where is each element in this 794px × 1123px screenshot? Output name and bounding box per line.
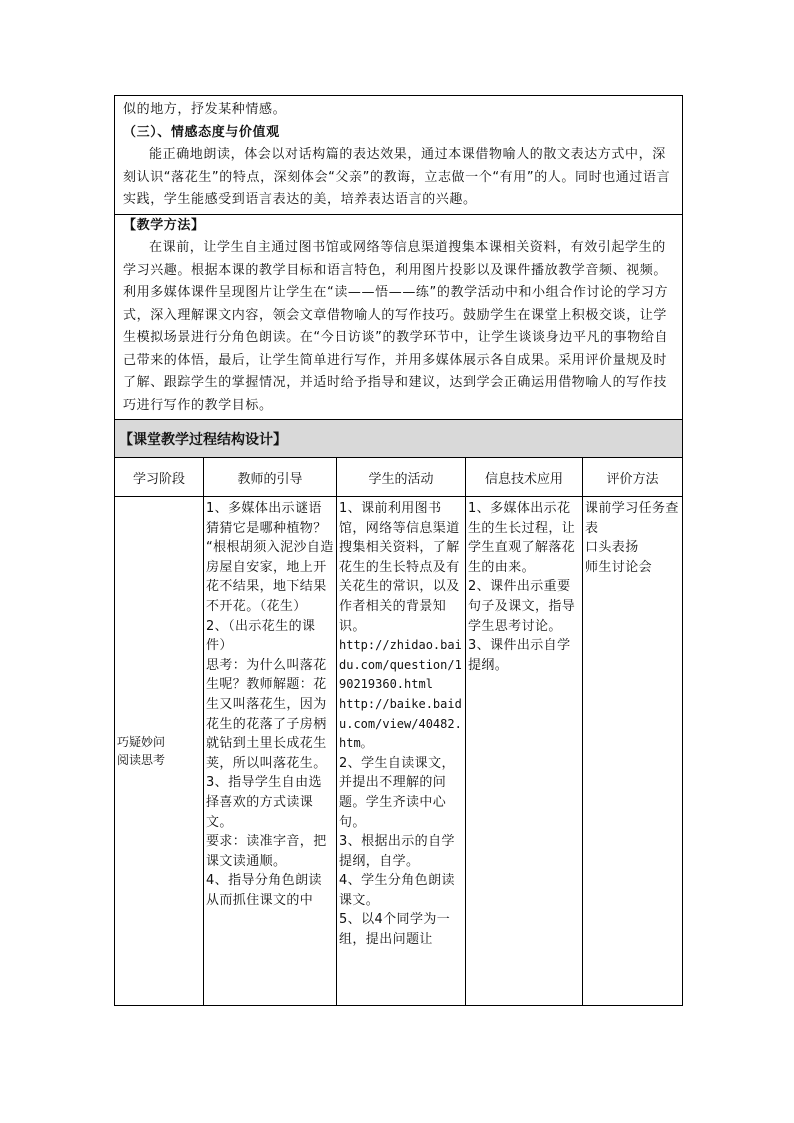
affective-objectives-text: 能正确地朗读，体会以对话构篇的表达效果，通过本课借物喻人的散文表达方式中，深刻认识“落花生”的特点，深刻体会“父亲”的教诲，立志做一个“有用”的人。同时也通过语言实践，学生能感受到语言表达的美，培养表达语言的兴趣。 bbox=[123, 147, 671, 207]
teacher-item: “根根胡须入泥沙自造房屋自安家，地上开花不结果，地下结果不开花。（花生） bbox=[206, 540, 334, 614]
it-item: 3、课件出示自学提纲。 bbox=[468, 638, 571, 673]
column-header-evaluation: 评价方法 bbox=[583, 458, 683, 497]
it-application-cell bbox=[466, 497, 583, 1006]
evaluation-item: 师生讨论会 bbox=[585, 559, 653, 575]
objectives-cell bbox=[115, 96, 683, 215]
teacher-item: 思考：为什么叫落花生呢？教师解题：花生又叫落花生，因为花生的花落了子房柄就钻到土里长成花生荚，所以叫落花生。 bbox=[206, 657, 327, 771]
process-design-heading: 【课堂教学过程结构设计】 bbox=[115, 420, 683, 458]
student-item: 2、学生自读课文，并提出不理解的问题。学生齐读中心句。 bbox=[339, 755, 455, 830]
column-header-stage: 学习阶段 bbox=[115, 458, 204, 497]
affective-objectives-heading: （三）、情感态度与价值观 bbox=[123, 124, 280, 140]
column-header-it-application: 信息技术应用 bbox=[466, 458, 583, 497]
evaluation-item: 课前学习任务查表 bbox=[585, 501, 679, 536]
teaching-methods-text: 在课前，让学生自主通过图书馆或网络等信息渠道搜集本课相关资料，有效引起学生的学习兴趣。根据本课的教学目标和语言特色，利用图片投影以及课件播放教学音频、视频。利用多媒体课件呈现图片让学生在“读——悟——练”的教学活动中和小组合作讨论的学习方式，深入理解课文内容，领会文章借物喻人的写作技巧。鼓励学生在课堂上积极交谈，让学生模拟场景进行分角色朗读。在“今日访谈”的教学环节中，让学生谈谈身边平凡的事物给自己带来的体悟，最后，让学生简单进行写作，并用多媒体展示各自成果。采用评价量规及时了解、跟踪学生的掌握情况，并适时给予指导和建议，达到学会正确运用借物喻人的写作技巧进行写作的教学目标。 bbox=[123, 240, 669, 413]
student-item: 5、以4个同学为一组，提出问题让 bbox=[339, 912, 451, 948]
student-item: 3、根据出示的自学提纲，自学。 bbox=[339, 834, 455, 869]
student-item: 4、学生分角色朗读课文。 bbox=[339, 873, 455, 908]
document-page bbox=[114, 95, 682, 1006]
it-item: 1、多媒体出示花生的生长过程，让学生直观了解落花生的由来。 bbox=[468, 501, 576, 575]
evaluation-item: 口头表扬 bbox=[585, 540, 639, 556]
reference-link[interactable]: http://baike.baidu.com/view/40482.htm。 bbox=[339, 696, 462, 751]
teacher-item: 4、指导分角色朗读从而抓住课文的中 bbox=[206, 873, 322, 908]
teacher-item: 3、指导学生自由选择喜欢的方式读课文。 bbox=[206, 775, 322, 830]
evaluation-cell bbox=[583, 497, 683, 1006]
student-activity-cell bbox=[337, 497, 466, 1006]
teacher-guidance-cell bbox=[204, 497, 337, 1006]
it-item: 2、课件出示重要句子及课文，指导学生思考讨论。 bbox=[468, 579, 576, 634]
objectives-continued-text: 似的地方，抒发某种情感。 bbox=[123, 102, 287, 117]
teacher-item: 1、多媒体出示谜语猜猜它是哪种植物？ bbox=[206, 501, 327, 536]
teaching-methods-cell bbox=[115, 214, 683, 420]
column-header-teacher-guidance: 教师的引导 bbox=[204, 458, 337, 497]
table-header-row bbox=[115, 458, 683, 497]
stage-cell bbox=[115, 497, 204, 1006]
stage-line: 巧疑妙问 bbox=[117, 735, 166, 749]
teacher-item: 2、（出示花生的课件） bbox=[206, 618, 316, 654]
lesson-plan-table bbox=[114, 95, 683, 1006]
reference-link[interactable]: http://zhidao.baidu.com/question/190219360.html bbox=[339, 638, 462, 692]
teaching-methods-heading: 【教学方法】 bbox=[123, 217, 205, 233]
stage-line: 阅读思考 bbox=[117, 753, 166, 767]
teacher-item: 要求：读准字音，把课文读通顺。 bbox=[206, 834, 327, 869]
student-item: 1、课前利用图书馆，网络等信息渠道搜集相关资料，了解花生的生长特点及有关花生的常识，以及作者相关的背景知识。 bbox=[339, 501, 460, 634]
column-header-student-activity: 学生的活动 bbox=[337, 458, 466, 497]
table-row bbox=[115, 497, 683, 1006]
